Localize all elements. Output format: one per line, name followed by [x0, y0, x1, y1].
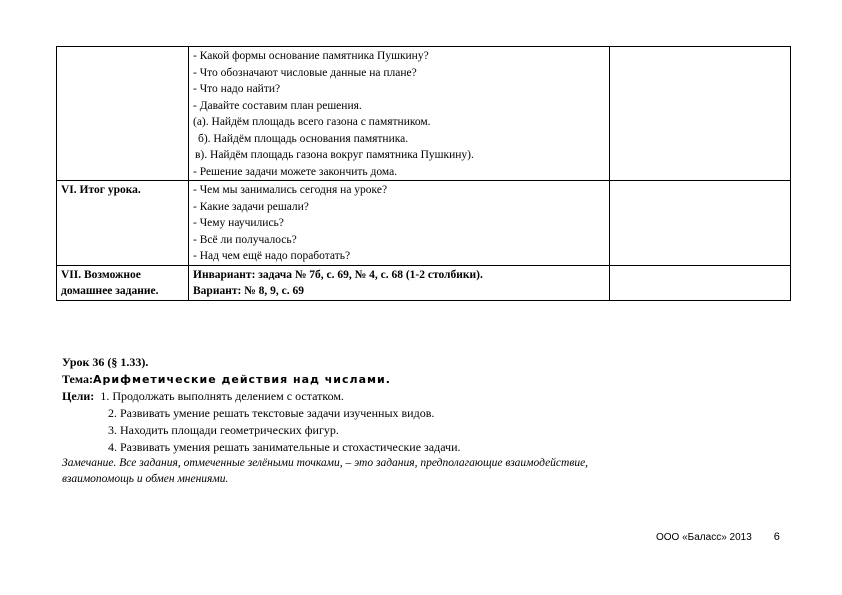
goal-item: 3. Находить площади геометрических фигур. [108, 422, 339, 437]
footer-company: ООО «Баласс» 2013 [656, 532, 752, 543]
goal-item: 2. Развивать умение решать текстовые задачи изученных видов. [108, 406, 435, 421]
content-line: Инвариант: задача № 7б, с. 69, № 4, с. 68 (1-2 столбики). [193, 268, 483, 281]
content-line: - Что обозначают числовые данные на плане? [193, 66, 417, 79]
content-line: - Что надо найти? [193, 83, 281, 95]
note-line: Замечание. Все задания, отмеченные зелёными точками, – это задания, предполагающие взаимодействие, [62, 457, 589, 470]
notes-cell [610, 181, 791, 266]
content-cell [189, 181, 610, 266]
goal-item: 4. Развивать умения решать занимательные и стохастические задачи. [108, 439, 461, 454]
content-line: (а). Найдём площадь всего газона с памятником. [193, 116, 431, 128]
stage-cell [57, 265, 189, 300]
content-cell [189, 265, 610, 300]
topic-label: Тема: [62, 371, 93, 386]
table-row [57, 265, 791, 300]
notes-cell [610, 265, 791, 300]
goals-label: Цели: [62, 389, 95, 404]
lesson-topic [62, 371, 762, 389]
page-number: 6 [773, 531, 780, 543]
content-line: - Решение задачи можете закончить дома. [193, 165, 398, 178]
table-row [57, 47, 791, 181]
stage-line: VII. Возможное [61, 268, 141, 281]
content-cell [189, 47, 610, 181]
page-footer [656, 531, 780, 543]
topic-value: Арифметические действия над числами. [92, 372, 391, 386]
content-line: в). Найдём площадь газона вокруг памятника Пушкину). [195, 149, 474, 161]
lesson-goals [62, 388, 762, 405]
lesson-plan-table [56, 46, 791, 301]
content-line: - Чем мы занимались сегодня на уроке? [193, 184, 388, 196]
stage-line: домашнее задание. [61, 285, 159, 297]
content-line: - Над чем ещё надо поработать? [193, 250, 351, 262]
stage-cell [57, 47, 189, 181]
note-line: взаимопомощь и обмен мнениями. [62, 473, 229, 486]
table-row [57, 181, 791, 266]
goal-item: 1. Продолжать выполнять делением с остатком. [100, 389, 344, 404]
content-line: - Какие задачи решали? [193, 200, 309, 213]
content-line: - Давайте составим план решения. [193, 99, 362, 112]
content-line: - Какой формы основание памятника Пушкину? [193, 50, 429, 62]
notes-cell [610, 47, 791, 181]
content-line: - Чему научились? [193, 217, 284, 229]
content-line: Вариант: № 8, 9, с. 69 [193, 285, 304, 297]
content-line: б). Найдём площадь основания памятника. [198, 132, 409, 145]
stage-cell: VI. Итог урока. [57, 181, 189, 266]
lesson-header: Урок 36 (§ 1.33). [62, 355, 149, 369]
lesson-section [62, 354, 762, 487]
content-line: - Всё ли получалось? [193, 233, 297, 246]
